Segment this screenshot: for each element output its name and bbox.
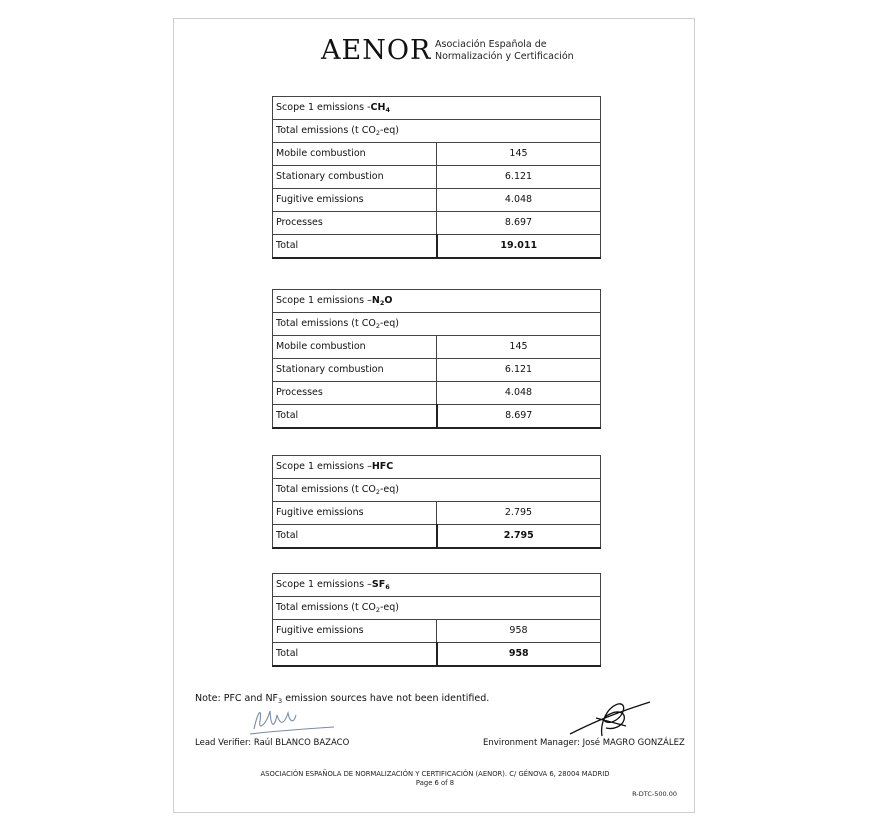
title-prefix: Scope 1 emissions –	[276, 295, 372, 306]
unit-sub: 2	[375, 488, 380, 496]
environment-manager-signature	[566, 696, 656, 740]
row-value: 6.121	[437, 359, 601, 382]
total-label: Total	[273, 405, 437, 428]
unit-suffix: -eq)	[380, 484, 400, 495]
gas-formula	[372, 579, 390, 590]
page-number: Page 6 of 8	[415, 779, 455, 787]
row-label: Mobile combustion	[273, 143, 437, 166]
gas-formula	[371, 102, 390, 113]
table-title	[273, 456, 601, 479]
row-label: Fugitive emissions	[273, 502, 437, 525]
unit-sub: 2	[375, 129, 380, 137]
total-label: Total	[273, 643, 437, 666]
lead-verifier-signature	[244, 701, 344, 741]
row-value: 6.121	[437, 166, 601, 189]
emissions-table	[272, 289, 601, 429]
row-label: Processes	[273, 382, 437, 405]
row-label: Stationary combustion	[273, 166, 437, 189]
footer	[174, 770, 696, 788]
row-value: 4.048	[437, 189, 601, 212]
gas-sub: 4	[385, 106, 391, 114]
note-sub: 3	[278, 697, 283, 705]
total-row	[273, 405, 601, 428]
table-row	[273, 336, 601, 359]
table-unit	[273, 313, 601, 336]
lead-verifier-label: Lead Verifier: Raúl BLANCO BAZACO	[195, 738, 350, 748]
row-value: 958	[437, 620, 601, 643]
total-value: 19.011	[437, 235, 601, 258]
row-label: Fugitive emissions	[273, 620, 437, 643]
gas-main: CH	[370, 102, 386, 113]
note-prefix: Note: PFC and NF	[195, 693, 279, 704]
emissions-table	[272, 96, 601, 259]
emissions-table	[272, 573, 601, 667]
gas-formula	[372, 461, 393, 472]
table-unit	[273, 479, 601, 502]
gas-formula	[372, 295, 393, 306]
table-row	[273, 359, 601, 382]
row-value: 2.795	[437, 502, 601, 525]
row-value: 145	[437, 336, 601, 359]
total-label: Total	[273, 525, 437, 548]
org-name-line2: Normalización y Certificación	[435, 51, 574, 62]
gas-main: HFC	[371, 461, 394, 472]
environment-manager-label: Environment Manager: José MAGRO GONZÁLEZ	[483, 738, 685, 748]
total-label: Total	[273, 235, 437, 258]
document-page	[173, 18, 695, 813]
gas-suffix: O	[384, 295, 393, 306]
title-prefix: Scope 1 emissions –	[276, 579, 372, 590]
unit-prefix: Total emissions (t CO	[276, 125, 376, 136]
title-prefix: Scope 1 emissions –	[276, 461, 372, 472]
gas-main: SF	[371, 579, 386, 590]
row-label: Mobile combustion	[273, 336, 437, 359]
gas-sub: 6	[385, 583, 390, 591]
row-value: 4.048	[437, 382, 601, 405]
unit-prefix: Total emissions (t CO	[276, 602, 376, 613]
unit-suffix: -eq)	[380, 125, 400, 136]
row-label: Processes	[273, 212, 437, 235]
footer-address: ASOCIACIÓN ESPAÑOLA DE NORMALIZACIÓN Y CERTIFICACIÓN (AENOR). C/ GÉNOVA 6, 28004 MADRID	[260, 770, 610, 778]
row-value: 145	[437, 143, 601, 166]
table-row	[273, 382, 601, 405]
table-row	[273, 502, 601, 525]
org-name	[435, 39, 574, 63]
total-value: 958	[437, 643, 601, 666]
total-row	[273, 525, 601, 548]
table-title	[273, 290, 601, 313]
title-prefix: Scope 1 emissions -	[276, 102, 371, 113]
unit-prefix: Total emissions (t CO	[276, 318, 376, 329]
table-unit	[273, 597, 601, 620]
org-name-line1: Asociación Española de	[435, 39, 547, 50]
total-value: 8.697	[437, 405, 601, 428]
unit-suffix: -eq)	[380, 602, 400, 613]
table-row	[273, 212, 601, 235]
table-row	[273, 166, 601, 189]
row-label: Stationary combustion	[273, 359, 437, 382]
emissions-table	[272, 455, 601, 549]
table-title	[273, 574, 601, 597]
row-value: 8.697	[437, 212, 601, 235]
total-row	[273, 643, 601, 666]
table-unit	[273, 120, 601, 143]
document-code: R-DTC-500.00	[632, 790, 677, 798]
table-row	[273, 189, 601, 212]
unit-sub: 2	[375, 606, 380, 614]
total-row	[273, 235, 601, 258]
note-suffix: emission sources have not been identified.	[282, 693, 490, 704]
unit-suffix: -eq)	[380, 318, 400, 329]
table-title	[273, 97, 601, 120]
table-row	[273, 143, 601, 166]
gas-sub: 2	[379, 299, 385, 307]
unit-sub: 2	[375, 322, 380, 330]
table-row	[273, 620, 601, 643]
total-value: 2.795	[437, 525, 601, 548]
row-label: Fugitive emissions	[273, 189, 437, 212]
unit-prefix: Total emissions (t CO	[276, 484, 376, 495]
logo-wordmark: AENOR	[321, 35, 432, 66]
gas-main: N	[371, 295, 380, 306]
